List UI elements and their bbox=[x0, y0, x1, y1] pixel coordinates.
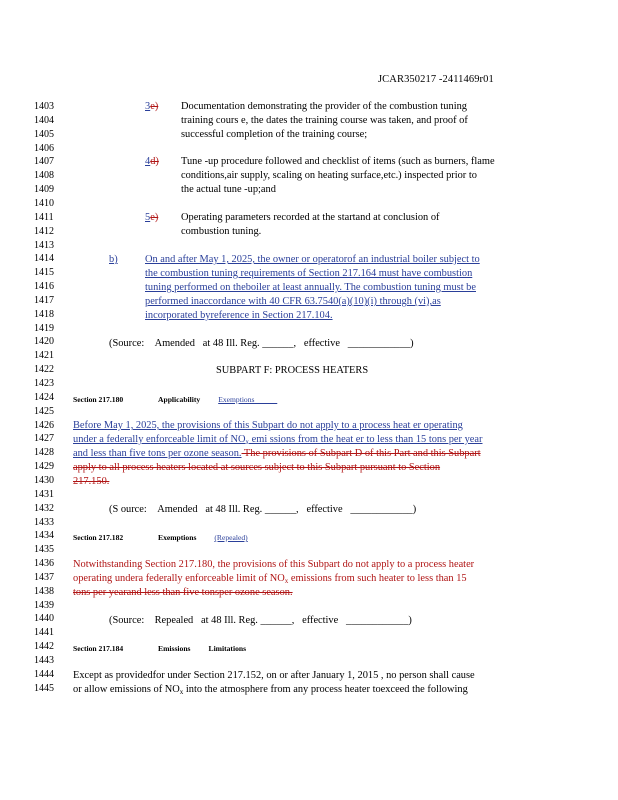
line-number: 1406 bbox=[34, 142, 54, 154]
line-number: 1420 bbox=[34, 336, 54, 348]
item-4-line-3: the actual tune -up;and bbox=[181, 184, 276, 195]
line-number: 1430 bbox=[34, 474, 54, 486]
section-217-182-number: Section 217.182 bbox=[73, 533, 124, 542]
source-2: (S ource: Amended at 48 Ill. Reg. ______, effective ____________) bbox=[109, 504, 417, 515]
para-182-line-3: tons per yearand less than five tonsper ozone season. bbox=[73, 587, 293, 598]
line-number: 1408 bbox=[34, 170, 54, 182]
source-1: (Source: Amended at 48 Ill. Reg. ______, effective ____________) bbox=[109, 338, 414, 349]
line-number: 1434 bbox=[34, 530, 54, 542]
item-3-line-2: training cours e, the dates the training course was taken, and proof of bbox=[181, 115, 468, 126]
para-b-line-5: incorporated byreference in Section 217.104. bbox=[145, 310, 333, 321]
line-number: 1416 bbox=[34, 281, 54, 292]
para-b-line-2: the combustion tuning requirements of Section 217.164 must have combustion bbox=[145, 268, 473, 279]
line-number: 1442 bbox=[34, 641, 54, 653]
line-number: 1412 bbox=[34, 225, 54, 237]
line-number: 1409 bbox=[34, 184, 54, 196]
document-id: JCAR350217 -2411469r01 bbox=[378, 74, 494, 85]
line-number: 1433 bbox=[34, 516, 54, 528]
section-217-182-title: Exemptions (Repealed) bbox=[158, 533, 248, 542]
item-5-line-1: Operating parameters recorded at the startand at conclusion of bbox=[181, 212, 440, 223]
para-180-line-2: under a federally enforceable limit of $NO_x$ emi ssions from the heat er to less than 15 tons per year bbox=[73, 434, 483, 446]
line-number: 1445 bbox=[34, 682, 54, 694]
para-180-line-4: apply to all process heaters located at sources subject to this Subpart pursuant to Section bbox=[73, 462, 441, 473]
line-number: 1435 bbox=[34, 544, 54, 556]
line-number: 1436 bbox=[34, 558, 54, 569]
line-number: 1403 bbox=[34, 101, 54, 112]
source-3: (Source: Repealed at 48 Ill. Reg. ______, effective ____________) bbox=[109, 615, 412, 626]
para-b-line-3: tuning performed on theboiler at least annually. The combustion tuning must be bbox=[145, 282, 476, 293]
line-number: 1438 bbox=[34, 585, 54, 597]
item-5-number: 5e) bbox=[145, 212, 159, 223]
line-number: 1423 bbox=[34, 378, 54, 389]
para-180-line-1: Before May 1, 2025, the provisions of this Subpart do not apply to a process heat er operating bbox=[73, 420, 463, 431]
line-number: 1431 bbox=[34, 488, 54, 500]
item-4-line-2: conditions,air supply, scaling on heating surface,etc.) inspected prior to bbox=[181, 170, 477, 181]
line-number: 1411 bbox=[34, 211, 54, 223]
line-number: 1428 bbox=[34, 447, 54, 459]
line-number: 1414 bbox=[34, 253, 54, 265]
para-180-line-5: 217.150. bbox=[73, 476, 110, 487]
line-number: 1404 bbox=[34, 114, 54, 126]
line-number: 1440 bbox=[34, 613, 54, 625]
line-number: 1405 bbox=[34, 128, 54, 140]
subpart-heading: SUBPART F: PROCESS HEATERS bbox=[216, 365, 369, 376]
para-184-line-1: Except as providedfor under Section 217.152, on or after January 1, 2015 , no person shall cause bbox=[73, 670, 475, 681]
line-number: 1437 bbox=[34, 571, 54, 583]
section-217-184-title: Emissions Limitations bbox=[158, 644, 247, 653]
line-number: 1444 bbox=[34, 668, 54, 680]
para-182-line-1: Notwithstanding Section 217.180, the provisions of this Subpart do not apply to a process heater bbox=[73, 559, 475, 570]
line-number: 1421 bbox=[34, 350, 54, 362]
para-b-label: b) bbox=[109, 254, 118, 265]
line-number: 1418 bbox=[34, 308, 54, 320]
line-number: 1419 bbox=[34, 322, 54, 334]
line-number: 1407 bbox=[34, 156, 54, 168]
para-b-line-4: performed inaccordance with 40 CFR 63.7540(a)(10)(i) through (vi),as bbox=[145, 296, 441, 307]
line-number: 1429 bbox=[34, 461, 54, 473]
para-b-line-1: On and after May 1, 2025, the owner or operatorof an industrial boiler subject to bbox=[145, 254, 480, 265]
item-4-number: 4d) bbox=[145, 156, 159, 167]
line-number: 1410 bbox=[34, 197, 54, 209]
para-180-line-3: and less than five tons per ozone season. The provisions of Subpart D of this Part and this Subpart bbox=[73, 448, 481, 459]
item-3-line-1: Documentation demonstrating the provider of the combustion tuning bbox=[181, 101, 467, 112]
para-182-line-2: operating undera federally enforceable limit of $NO_x$ emissions from such heater to less than 15 bbox=[73, 573, 467, 585]
line-number: 1424 bbox=[34, 391, 54, 403]
line-number: 1425 bbox=[34, 405, 54, 417]
item-3-line-3: successful completion of the training course; bbox=[181, 129, 368, 140]
section-217-180-number: Section 217.180 bbox=[73, 395, 124, 404]
line-number: 1432 bbox=[34, 502, 54, 514]
line-number: 1427 bbox=[34, 433, 54, 445]
line-number: 1426 bbox=[34, 419, 54, 431]
para-184-line-2: or allow emissions of $NO_x$ into the atmosphere from any process heater toexceed the following bbox=[73, 684, 468, 696]
section-217-180-title: Applicability Exemptions bbox=[158, 395, 255, 404]
item-5-line-2: combustion tuning. bbox=[181, 226, 262, 237]
line-number: 1441 bbox=[34, 627, 54, 639]
line-number: 1417 bbox=[34, 294, 54, 306]
item-4-line-1: Tune -up procedure followed and checklist of items (such as burners, flame bbox=[181, 156, 495, 167]
line-number: 1439 bbox=[34, 599, 54, 611]
line-number: 1415 bbox=[34, 267, 54, 279]
line-number: 1443 bbox=[34, 655, 54, 666]
section-217-184-number: Section 217.184 bbox=[73, 644, 124, 653]
line-number: 1422 bbox=[34, 364, 54, 376]
line-number: 1413 bbox=[34, 239, 54, 251]
item-3-number: 3e) bbox=[145, 101, 159, 112]
